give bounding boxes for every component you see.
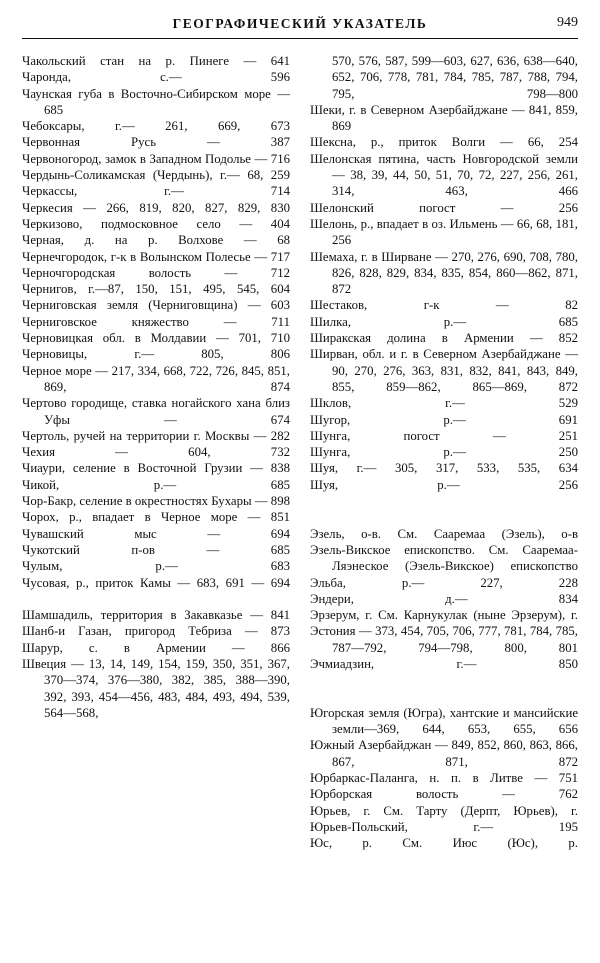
- index-entry: Юрьев, г. См. Тарту (Дерпт, Юрьев), г.: [310, 803, 578, 818]
- index-entry: Чукотский п-ов — 685: [22, 542, 290, 557]
- index-entry: Чердынь-Соликамская (Чердынь), г.— 68, 259: [22, 168, 290, 183]
- index-entry: Чехия — 604, 732: [22, 445, 290, 460]
- index-entry: Эстония — 373, 454, 705, 706, 777, 781, 784, 785, 787—792, 794—798, 800, 801: [310, 624, 578, 655]
- index-entry: Шунга, погост — 251: [310, 428, 578, 443]
- index-entry: Черкизово, подмосковное село — 404: [22, 216, 290, 231]
- page-header: [22, 14, 578, 40]
- index-entry: Шеки, г. в Северном Азербайджане — 841, 859, 869: [310, 102, 578, 134]
- index-entry: Эльба, р.— 227, 228: [310, 575, 578, 590]
- index-entry: Чебоксары, г.— 261, 669, 673: [22, 119, 290, 134]
- index-entry: Шанб-и Газан, пригород Тебриза — 873: [22, 624, 290, 639]
- index-entry: Шексна, р., приток Волги — 66, 254: [310, 135, 578, 150]
- index-entry: Чиаури, селение в Восточной Грузии — 838: [22, 461, 290, 476]
- section-gap: [310, 672, 578, 688]
- index-entry: Черновицкая обл. в Молдавии — 701, 710: [22, 331, 290, 346]
- index-entry: Эндери, д.— 834: [310, 591, 578, 606]
- section-gap: [310, 509, 578, 525]
- index-entry: Шугор, р.— 691: [310, 412, 578, 427]
- index-entry: Черкассы, г.— 714: [22, 184, 290, 199]
- section-gap: [310, 689, 578, 705]
- index-entry: Червоногород, замок в Западном Подолье — 716: [22, 151, 290, 166]
- index-entry: Эрзерум, г. См. Карнукулак (ныне Эрзерум), г.: [310, 608, 578, 623]
- index-entry: Черное море — 217, 334, 668, 722, 726, 845, 851, 869, 874: [22, 363, 290, 394]
- index-entry: Черночгородская волость — 712: [22, 265, 290, 280]
- page-title: ГЕОГРАФИЧЕСКИЙ УКАЗАТЕЛЬ: [172, 16, 428, 31]
- index-entry: Эзель-Викское епископство. См. Сааремаа-Ляэнеское (Эзель-Викское) епископство: [310, 542, 578, 574]
- index-entry: Южный Азербайджан — 849, 852, 860, 863, 866, 867, 871, 872: [310, 738, 578, 769]
- index-entry: Швеция — 13, 14, 149, 154, 159, 350, 351, 367, 370—374, 376—380, 382, 385, 388—390, 392, 393, 454—456, 483, 484, 493, 494, 539, 564—568,: [22, 656, 290, 720]
- index-entry: Червонная Русь — 387: [22, 135, 290, 150]
- index-entry: Юрьев-Польский, г.— 195: [310, 819, 578, 834]
- right-column: [310, 53, 578, 852]
- index-entry: Чернигов, г.—87, 150, 151, 495, 545, 604: [22, 282, 290, 297]
- index-entry: Чаунская губа в Восточно-Сибирском море — 685: [22, 86, 290, 117]
- index-entry: Черкесия — 266, 819, 820, 827, 829, 830: [22, 200, 290, 215]
- index-entry: Чертоль, ручей на территории г. Москвы — 282: [22, 428, 290, 443]
- index-entry: Чувашский мыс — 694: [22, 526, 290, 541]
- index-entry: Шунга, р.— 250: [310, 445, 578, 460]
- index-entry: Чикой, р.— 685: [22, 477, 290, 492]
- index-entry: Черновицы, г.— 805, 806: [22, 347, 290, 362]
- index-entry: Шамшадиль, территория в Закавказье — 841: [22, 608, 290, 623]
- index-entry: Черниговская земля (Черниговщина) — 603: [22, 298, 290, 313]
- index-entry: Ширван, обл. и г. в Северном Азербайджане — 90, 270, 276, 363, 831, 832, 841, 843, 849, 855, 859—862, 865—869, 872: [310, 347, 578, 394]
- index-entry: Шелонский погост — 256: [310, 200, 578, 215]
- index-entry: Эчмиадзин, г.— 850: [310, 656, 578, 671]
- index-entry: Чусовая, р., приток Камы — 683, 691 — 694: [22, 575, 290, 590]
- index-entry: Чакольский стан на р. Пинеге — 641: [22, 54, 290, 68]
- section-gap: [22, 591, 290, 607]
- index-entry: Шуя, г.— 305, 317, 533, 535, 634: [310, 461, 578, 476]
- index-entry: Ширакская долина в Армении — 852: [310, 331, 578, 346]
- index-entry: Шарур, с. в Армении — 866: [22, 640, 290, 655]
- index-entry: Шестаков, г-к — 82: [310, 298, 578, 313]
- index-entry: Шемаха, г. в Ширване — 270, 276, 690, 708, 780, 826, 828, 829, 834, 835, 854, 860—862, 871, 872: [310, 249, 578, 297]
- index-entry: Шилка, р.— 685: [310, 314, 578, 329]
- header-rule: [22, 38, 578, 39]
- index-entry: Эзель, о-в. См. Сааремаа (Эзель), о-в: [310, 526, 578, 541]
- index-entry: Черниговское княжество — 711: [22, 314, 290, 329]
- index-entry: Юрбаркас-Паланга, н. п. в Литве — 751: [310, 771, 578, 786]
- index-entry: Югорская земля (Югра), хантские и мансийские земли—369, 644, 653, 655, 656: [310, 705, 578, 737]
- index-entry: 570, 576, 587, 599—603, 627, 636, 638—640, 652, 706, 778, 781, 784, 785, 787, 788, 794, 795, 798—800: [332, 54, 578, 101]
- index-entry: Чаронда, с.— 596: [22, 70, 290, 85]
- index-entry: Шуя, р.— 256: [310, 477, 578, 492]
- index-entry: Черная, д. на р. Волхове — 68: [22, 233, 290, 248]
- left-column: [22, 53, 290, 721]
- index-entry: Юрборская волость — 762: [310, 787, 578, 802]
- page-number: 949: [557, 15, 578, 30]
- index-entry: Чорох, р., впадает в Черное море — 851: [22, 510, 290, 525]
- index-entry: Чулым, р.— 683: [22, 559, 290, 574]
- index-entry: Шелонская пятина, часть Новгородской земли — 38, 39, 44, 50, 51, 70, 72, 227, 256, 261, 314, 463, 466: [310, 151, 578, 199]
- index-entry: Шелонь, р., впадает в оз. Ильмень — 66, 68, 181, 256: [310, 216, 578, 248]
- index-entry: Чернечгородок, г-к в Волынском Полесье — 717: [22, 249, 290, 264]
- section-gap: [310, 493, 578, 509]
- index-entry: Чертово городище, ставка ногайского хана близ Уфы — 674: [22, 396, 290, 427]
- index-entry: Чор-Бакр, селение в окрестностях Бухары — 898: [22, 494, 290, 509]
- index-entry: Юс, р. См. Июс (Юс), р.: [310, 836, 578, 851]
- index-entry: Шклов, г.— 529: [310, 396, 578, 411]
